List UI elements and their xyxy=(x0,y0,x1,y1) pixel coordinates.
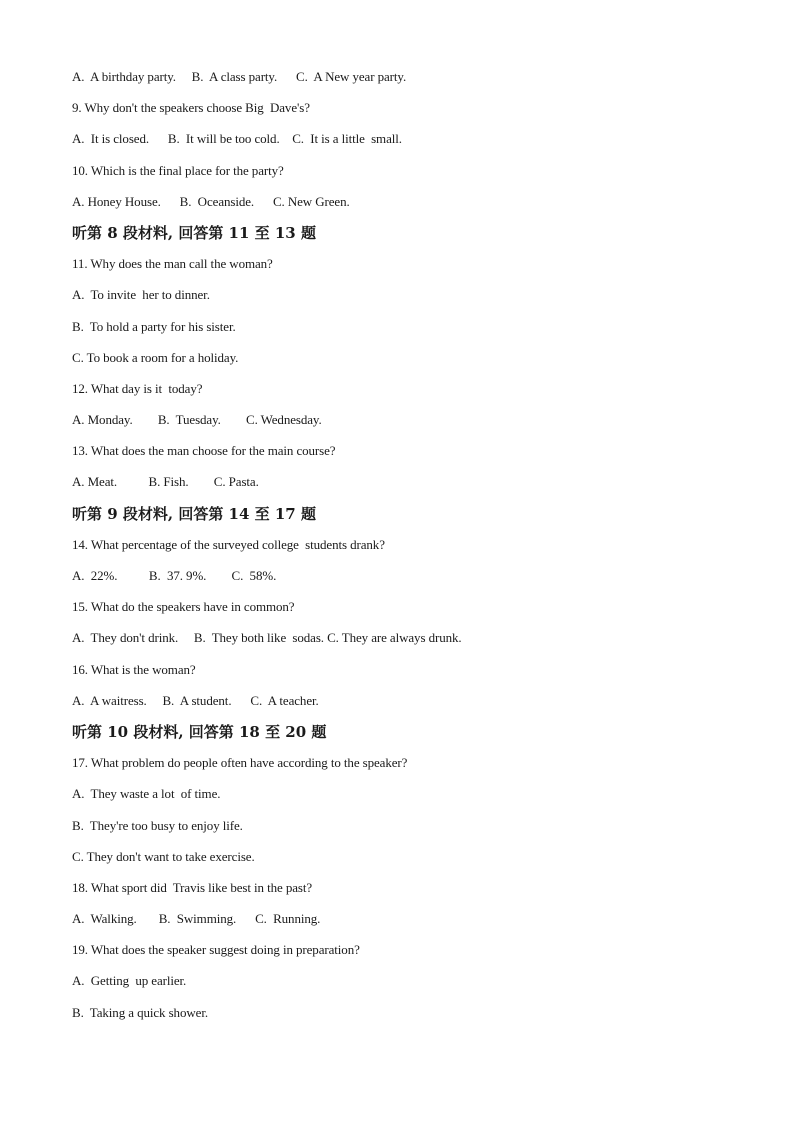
section-heading-8: 听第 8 段材料, 回答第 11 至 13 题 xyxy=(72,223,316,242)
question-15: 15. What do the speakers have in common? xyxy=(72,599,295,615)
answer-options: A. It is closed. B. It will be too cold. C. It is a little small. xyxy=(72,131,402,147)
answer-options: A. Monday. B. Tuesday. C. Wednesday. xyxy=(72,412,322,428)
question-17: 17. What problem do people often have according to the speaker? xyxy=(72,755,408,771)
answer-option-c: C. They don't want to take exercise. xyxy=(72,848,255,864)
answer-option-a: A. Getting up earlier. xyxy=(72,973,187,989)
question-11: 11. Why does the man call the woman? xyxy=(72,256,273,272)
question-18: 18. What sport did Travis like best in the past? xyxy=(72,879,313,895)
question-16: 16. What is the woman? xyxy=(72,661,196,677)
answer-options: A. Honey House. B. Oceanside. C. New Green. xyxy=(72,193,350,209)
section-heading-9: 听第 9 段材料, 回答第 14 至 17 题 xyxy=(72,504,316,523)
answer-option-b: B. To hold a party for his sister. xyxy=(72,318,236,334)
question-14: 14. What percentage of the surveyed college students drank? xyxy=(72,536,385,552)
document-page xyxy=(72,67,752,1034)
answer-options: A. A waitress. B. A student. C. A teacher. xyxy=(72,692,319,708)
answer-option-b: B. They're too busy to enjoy life. xyxy=(72,817,243,833)
answer-options: A. 22%. B. 37. 9%. C. 58%. xyxy=(72,568,277,583)
question-10: 10. Which is the final place for the party? xyxy=(72,162,284,178)
answer-options: A. A birthday party. B. A class party. C. A New year party. xyxy=(72,69,407,84)
answer-options: A. Walking. B. Swimming. C. Running. xyxy=(72,911,321,927)
question-9: 9. Why don't the speakers choose Big Dave's? xyxy=(72,100,310,116)
answer-option-b: B. Taking a quick shower. xyxy=(72,1004,208,1020)
answer-options: A. They don't drink. B. They both like sodas. C. They are always drunk. xyxy=(72,630,462,646)
question-19: 19. What does the speaker suggest doing in preparation? xyxy=(72,942,360,958)
answer-option-c: C. To book a room for a holiday. xyxy=(72,349,239,365)
question-13: 13. What does the man choose for the main course? xyxy=(72,443,336,459)
question-12: 12. What day is it today? xyxy=(72,380,203,396)
answer-options: A. Meat. B. Fish. C. Pasta. xyxy=(72,474,259,490)
answer-option-a: A. They waste a lot of time. xyxy=(72,786,221,802)
section-heading-10: 听第 10 段材料, 回答第 18 至 20 题 xyxy=(72,722,327,741)
answer-option-a: A. To invite her to dinner. xyxy=(72,287,210,303)
